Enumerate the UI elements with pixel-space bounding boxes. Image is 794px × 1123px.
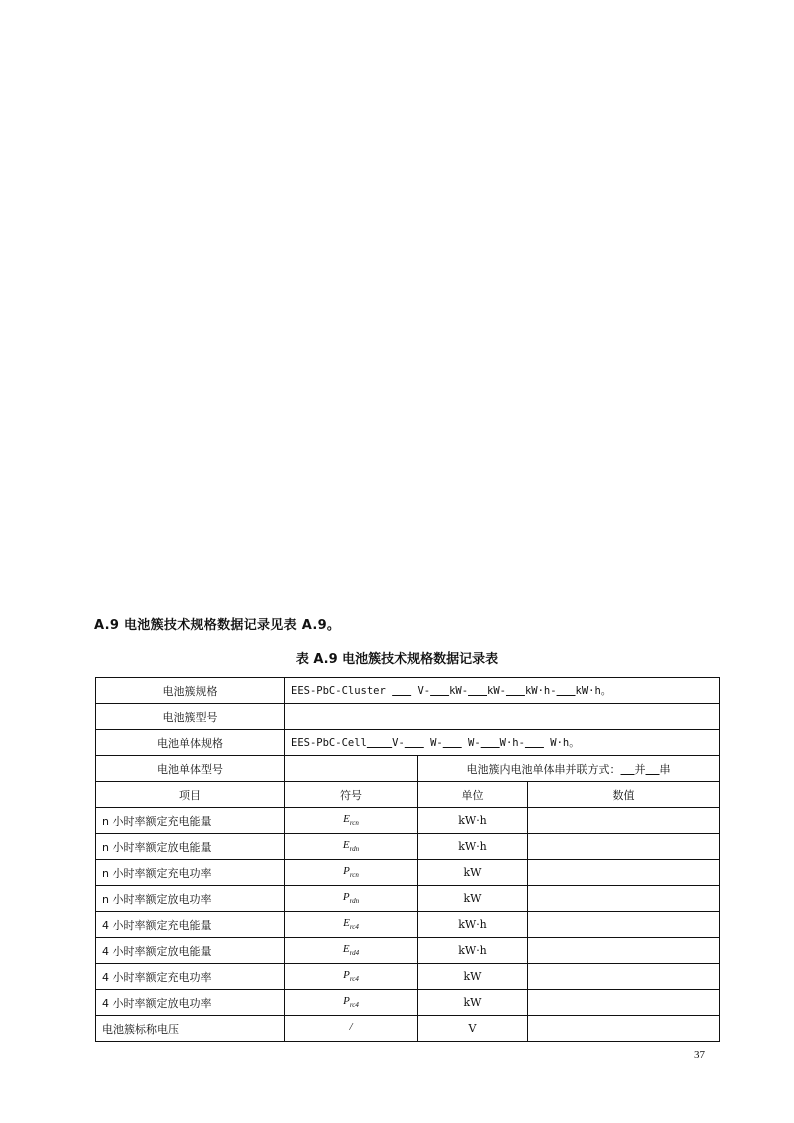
table-header-row: [96, 782, 720, 808]
column-header-item: 项目: [96, 782, 285, 808]
cell-spec-part: W·h-: [499, 737, 525, 749]
unit-cell: kW·h: [418, 938, 528, 964]
value-cell[interactable]: [528, 834, 720, 860]
cell-model-value[interactable]: [285, 756, 418, 782]
value-cell[interactable]: [528, 886, 720, 912]
symbol-cell: $E_{rcn}$: [285, 808, 418, 834]
cluster-spec-part: kW-: [449, 685, 469, 697]
cell-connection-cell[interactable]: [418, 756, 720, 782]
unit-cell: kW: [418, 860, 528, 886]
item-cell: n 小时率额定放电能量: [96, 834, 285, 860]
cluster-model-label: 电池簇型号: [96, 704, 285, 730]
cell-spec-part: V-: [392, 737, 405, 749]
table-row: [96, 678, 720, 704]
unit-cell: kW·h: [418, 808, 528, 834]
cell-connection-label: 电池簇内电池单体串并联方式：: [466, 762, 621, 776]
symbol-cell: $P_{rdn}$: [285, 886, 418, 912]
item-cell: n 小时率额定充电功率: [96, 860, 285, 886]
symbol-cell: /: [285, 1016, 418, 1042]
page-number: 37: [694, 1049, 705, 1061]
table-row: [96, 990, 720, 1016]
value-cell[interactable]: [528, 912, 720, 938]
cluster-spec-prefix: EES-PbC-Cluster: [291, 685, 393, 697]
series-label: 串: [659, 762, 671, 776]
cell-spec-part: W-: [423, 737, 443, 749]
cluster-model-value[interactable]: [285, 704, 720, 730]
table-row: [96, 834, 720, 860]
table-row: [96, 730, 720, 756]
unit-cell: kW: [418, 990, 528, 1016]
item-cell: 4 小时率额定放电能量: [96, 938, 285, 964]
item-cell: 4 小时率额定放电功率: [96, 990, 285, 1016]
cell-spec-label: 电池单体规格: [96, 730, 285, 756]
unit-cell: kW: [418, 964, 528, 990]
unit-cell: V: [418, 1016, 528, 1042]
item-cell: 4 小时率额定充电能量: [96, 912, 285, 938]
symbol-cell: $E_{rdn}$: [285, 834, 418, 860]
symbol-cell: $E_{rd4}$: [285, 938, 418, 964]
table-row: [96, 886, 720, 912]
cluster-spec-part: kW·h。: [575, 685, 612, 697]
value-cell[interactable]: [528, 938, 720, 964]
item-cell: n 小时率额定充电能量: [96, 808, 285, 834]
column-header-value: 数值: [528, 782, 720, 808]
value-cell[interactable]: [528, 990, 720, 1016]
cell-spec-part: W·h。: [543, 737, 580, 749]
symbol-cell: $P_{rc4}$: [285, 990, 418, 1016]
table-row: [96, 1016, 720, 1042]
table-title: 表 A.9 电池簇技术规格数据记录表: [295, 652, 499, 667]
item-cell: n 小时率额定放电功率: [96, 886, 285, 912]
item-cell: 电池簇标称电压: [96, 1016, 285, 1042]
value-cell[interactable]: [528, 964, 720, 990]
unit-cell: kW: [418, 886, 528, 912]
table-row: [96, 912, 720, 938]
cell-model-label: 电池单体型号: [96, 756, 285, 782]
unit-cell: kW·h: [418, 912, 528, 938]
cluster-spec-part: V-: [411, 685, 431, 697]
cluster-spec-label: 电池簇规格: [96, 678, 285, 704]
parallel-label: 并: [634, 762, 646, 776]
column-header-unit: 单位: [418, 782, 528, 808]
cluster-spec-part: kW·h-: [524, 685, 557, 697]
table-row: [96, 938, 720, 964]
table-row: [96, 964, 720, 990]
cluster-spec-table: [95, 677, 720, 1042]
cluster-spec-part: kW-: [487, 685, 506, 697]
value-cell[interactable]: [528, 808, 720, 834]
item-cell: 4 小时率额定充电功率: [96, 964, 285, 990]
table-row: [96, 756, 720, 782]
table-row: [96, 860, 720, 886]
table-row: [96, 808, 720, 834]
table-row: [96, 704, 720, 730]
value-cell[interactable]: [528, 860, 720, 886]
cell-spec-prefix: EES-PbC-Cell: [291, 737, 367, 749]
symbol-cell: $E_{rc4}$: [285, 912, 418, 938]
symbol-cell: $P_{rc4}$: [285, 964, 418, 990]
parameter-rows: [96, 808, 720, 1042]
column-header-symbol: 符号: [285, 782, 418, 808]
unit-cell: kW·h: [418, 834, 528, 860]
cell-spec-value[interactable]: [285, 730, 720, 756]
symbol-cell: $P_{rcn}$: [285, 860, 418, 886]
section-heading: A.9 电池簇技术规格数据记录见表 A.9。: [94, 618, 341, 633]
cell-spec-part: W-: [461, 737, 481, 749]
cluster-spec-value[interactable]: [285, 678, 720, 704]
value-cell[interactable]: [528, 1016, 720, 1042]
